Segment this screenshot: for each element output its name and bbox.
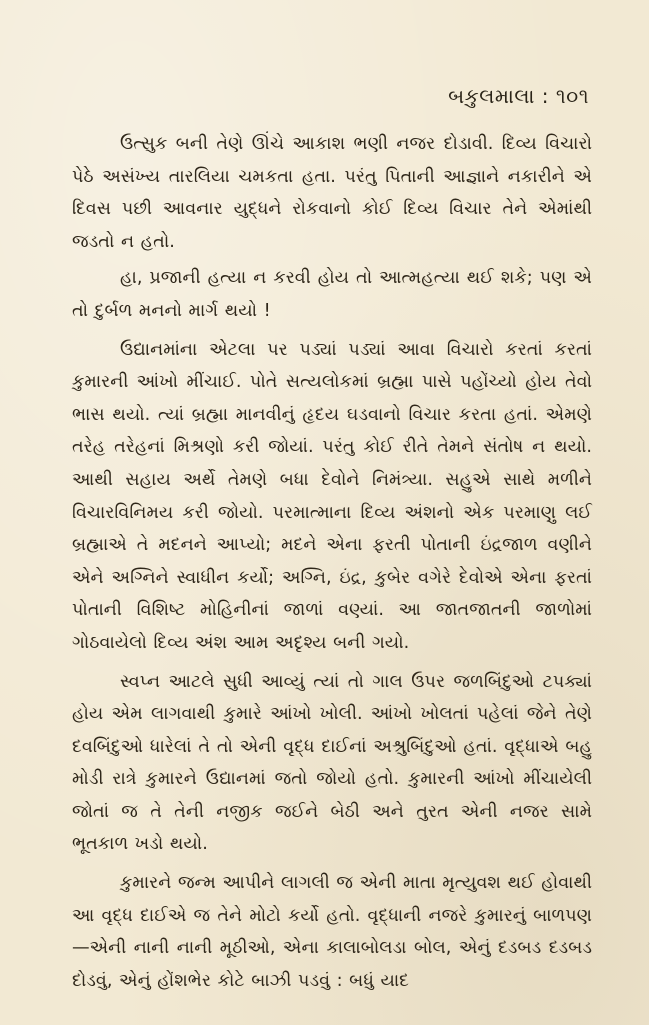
paragraph-2: હા, પ્રજાની હત્યા ન કરવી હોય તો આત્મહત્યા થઈ શકે; પણ એ તો દુર્બળ મનનો માર્ગ થયો !	[72, 268, 592, 321]
paragraph-5: કુમારને જન્મ આપીને લાગલી જ એની માતા મૃત્યુવશ થઈ હોવાથી આ વૃદ્ધ દાઈએ જ તેને મોટો કર્યો હતો. વૃદ્ધાની નજરે કુમારનું બાળપણ—એની નાની નાની મૂઠીઓ, એના કાલાબોલડા બોલ, એનું દડબડ દડબડ દોડવું, એનું હોંશભેર કોટે બાઝી પડવું : બધું યાદ	[72, 873, 592, 991]
body-text	[72, 128, 592, 1003]
paragraph-1: ઉત્સુક બની તેણે ઊંચે આકાશ ભણી નજર દોડાવી. દિવ્ય વિચારો પેઠે અસંખ્ય તારલિયા ચમકતા હતા. પરંતુ પિતાની આજ્ઞાને નકારીને એ દિવસ પછી આવનાર યુદ્ધને રોકવાનો કોઈ દિવ્ય વિચાર તેને એમાંથી જડતો ન હતો.	[72, 134, 592, 252]
paragraph-4: સ્વપ્ન આટલે સુધી આવ્યું ત્યાં તો ગાલ ઉપર જળબિંદુઓ ટપક્યાં હોય એમ લાગવાથી કુમારે આંખો ખોલી. આંખો ખોલતાં પહેલાં જેને તેણે દવબિંદુઓ ધારેલાં તે તો એની વૃદ્ધ દાઈનાં અશ્રુબિંદુઓ હતાં. વૃદ્ધાએ બહુ મોડી રાત્રે કુમારને ઉદ્યાનમાં જતો જોયો હતો. કુમારની આંખો મીંચાયેલી જોતાં જ તે તેની નજીક જઈને બેઠી અને તુરત એની નજર સામે ભૂતકાળ ખડો થયો.	[72, 671, 592, 855]
running-header: બકુલમાલા : ૧૦૧	[448, 84, 589, 108]
paragraph-3: ઉદ્યાનમાંના એટલા પર પડ્યાં પડ્યાં આવા વિચારો કરતાં કરતાં કુમારની આંખો મીંચાઈ. પોતે સત્યલોકમાં બ્રહ્મા પાસે પહોંચ્યો હોય તેવો ભાસ થયો. ત્યાં બ્રહ્મા માનવીનું હૃદય ઘડવાનો વિચાર કરતા હતાં. એમણે તરેહ તરેહનાં મિશ્રણો કરી જોયાં. પરંતુ કોઈ રીતે તેમને સંતોષ ન થયો. આથી સહાય અર્થે તેમણે બધા દેવોને નિમંત્ર્યા. સહુએ સાથે મળીને વિચારવિનિમય કરી જોયો. પરમાત્માના દિવ્ય અંશનો એક પરમાણુ લઈ બ્રહ્માએ તે મદનને આપ્યો; મદને એના ફરતી પોતાની ઇંદ્રજાળ વણીને એને અગ્નિને સ્વાધીન કર્યો; અગ્નિ, ઇંદ્ર, કુબેર વગેરે દેવોએ એના ફરતાં પોતાની વિશિષ્ટ મોહિનીનાં જાળાં વણ્યાં. આ જાતજાતની જાળોમાં ગોઠવાયેલો દિવ્ય અંશ આમ અદૃશ્ય બની ગયો.	[72, 339, 592, 653]
